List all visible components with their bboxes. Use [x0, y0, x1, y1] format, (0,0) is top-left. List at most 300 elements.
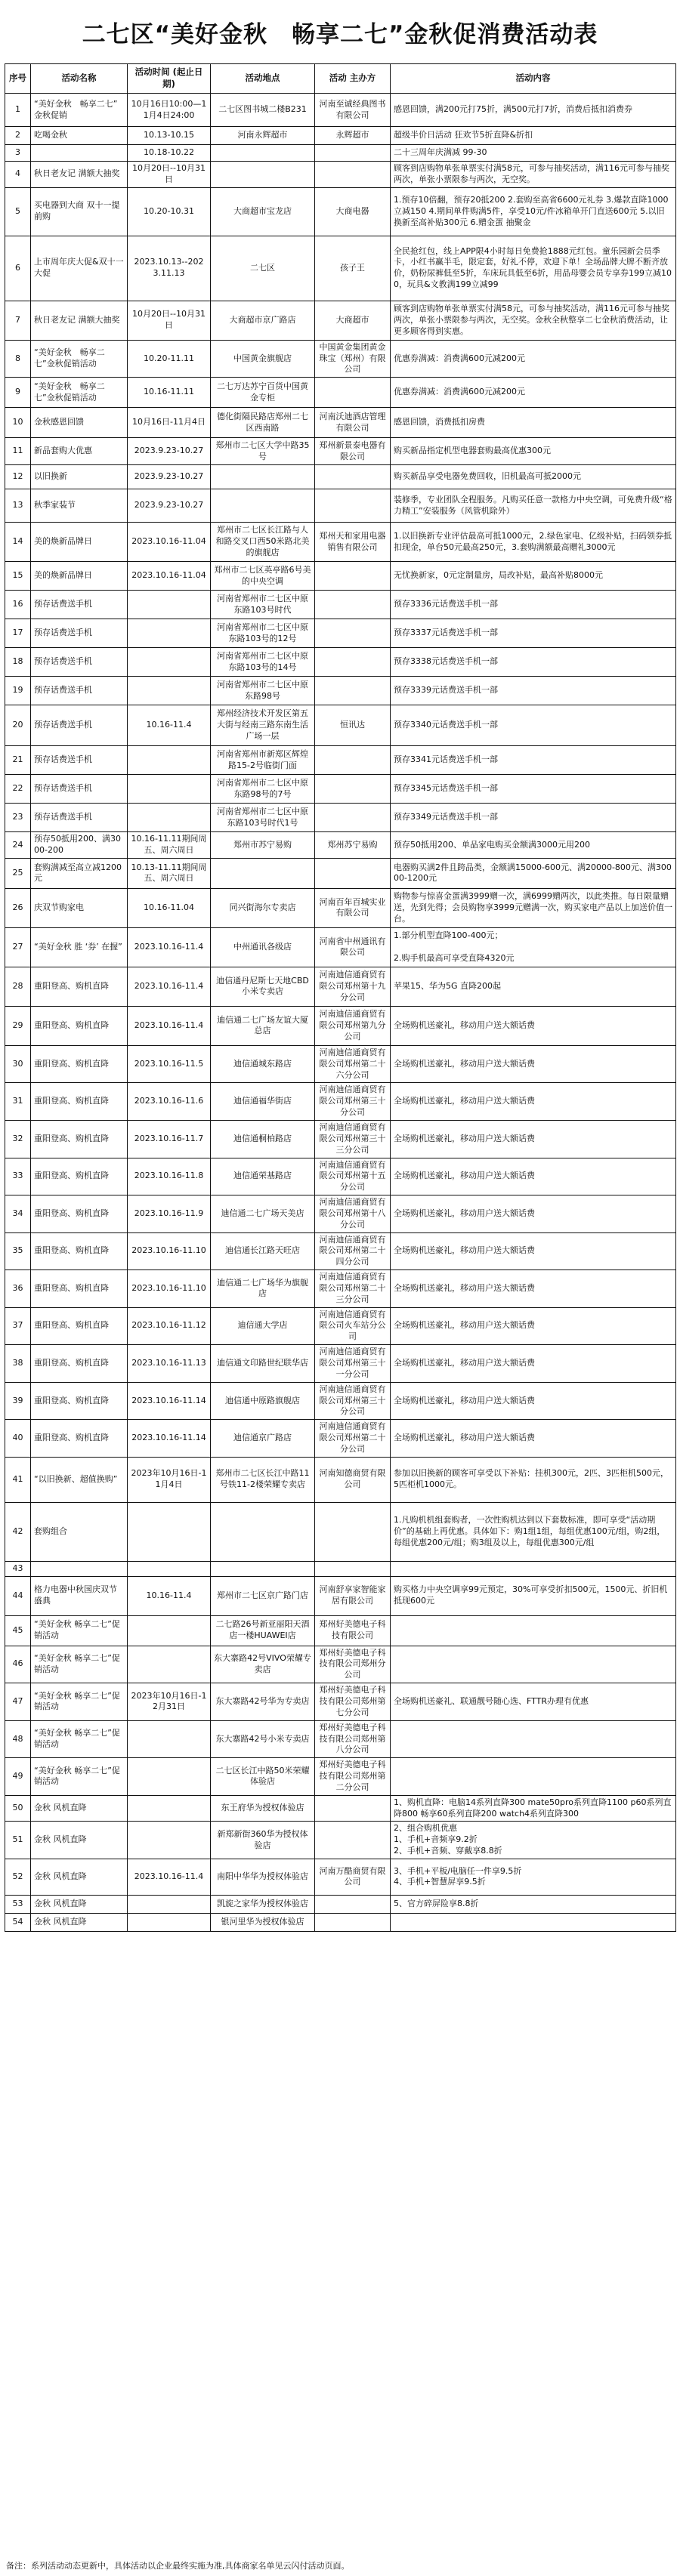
cell-time: 10.13-11.11期间周五、周六周日: [128, 858, 211, 888]
cell-no: 41: [5, 1457, 31, 1502]
cell-org: [315, 1913, 391, 1931]
cell-org: [315, 746, 391, 775]
cell-no: 27: [5, 927, 31, 967]
cell-time: [128, 1561, 211, 1576]
cell-content: 装修季，专业团队全程服务。凡购买任意一款格力中央空调，可免费升级“格力精工”安装服务（风管机除外）: [391, 489, 676, 523]
cell-no: 52: [5, 1859, 31, 1895]
cell-time: [128, 648, 211, 677]
cell-no: 12: [5, 465, 31, 489]
cell-org: 河南迪信通商贸有限公司郑州第三十一分公司: [315, 1345, 391, 1383]
cell-content: 1.部分机型直降100-400元； 2.购手机最高可享受直降4320元: [391, 927, 676, 967]
cell-name: 预存话费送手机: [31, 648, 128, 677]
cell-time: [128, 804, 211, 832]
cell-name: 重阳登高、购机直降: [31, 1382, 128, 1420]
cell-time: 2023.10.16-11.4: [128, 927, 211, 967]
cell-time: 2023.10.16-11.14: [128, 1420, 211, 1458]
cell-content: 顾客到店购物单张单票实付满58元，可参与抽奖活动，满116元可参与抽奖两次，单张小票限参与两次，无空奖。金秋全秋整享二七金秋消费活动，让更多顾客得到实惠。: [391, 301, 676, 340]
cell-content: 1.预存10倍翻，预存20抵200 2.套购至高省6600元礼券 3.爆款直降1000立减150 4.期间单件购满5件，享受10元/件冰箱单开门直送600元 5.以旧换新至高补贴300元 6.赠金蛋 抽聚金: [391, 187, 676, 236]
cell-name: 上市周年庆大促&双十一大促: [31, 236, 128, 301]
cell-time: [128, 1646, 211, 1683]
cell-no: 50: [5, 1795, 31, 1822]
table-header-row: [5, 64, 676, 94]
cell-time: 2023.10.16-11.4: [128, 967, 211, 1006]
cell-time: 2023年10月16日-12月31日: [128, 1683, 211, 1721]
cell-place: 德化街隔民路店郑州二七区西南路: [211, 408, 315, 438]
cell-place: 迪信通长江路天旺店: [211, 1232, 315, 1270]
cell-no: 48: [5, 1720, 31, 1758]
cell-name: 秋日老友记 满额大抽奖: [31, 301, 128, 340]
cell-time: 2023.9.23-10.27: [128, 438, 211, 465]
cell-name: 重阳登高、购机直降: [31, 1232, 128, 1270]
cell-org: [315, 677, 391, 705]
cell-time: [128, 1502, 211, 1561]
cell-time: [128, 1615, 211, 1646]
table-row: [5, 832, 676, 859]
cell-place: 新郑新街360华为授权体验店: [211, 1822, 315, 1859]
cell-no: 14: [5, 523, 31, 562]
cell-content: 5、官方碎屏险享8.8折: [391, 1895, 676, 1913]
cell-place: 迪信通福华街店: [211, 1083, 315, 1121]
cell-name: 金秋 风机直降: [31, 1895, 128, 1913]
cell-content: 购物参与惊喜金蛋满3999赠一次，满6999赠两次，以此类推。每日限量赠送，先到先得；会员购物享3999元赠满一次，购买家电产品以上加送价值一台。: [391, 888, 676, 927]
table-row: [5, 1646, 676, 1683]
cell-place: 南阳中华华为授权体验店: [211, 1859, 315, 1895]
cell-content: [391, 1615, 676, 1646]
cell-place: 河南省郑州市二七区中原东路103号时代1号: [211, 804, 315, 832]
cell-time: 2023.10.16-11.13: [128, 1345, 211, 1383]
cell-place: [211, 465, 315, 489]
activity-table: [5, 63, 676, 1932]
cell-time: 2023.10.16-11.8: [128, 1158, 211, 1195]
cell-org: 河南迪信通商贸有限公司郑州第十九分公司: [315, 967, 391, 1006]
cell-place: 郑州经济技术开发区第五大街与经南三路东南生活广场一层: [211, 705, 315, 746]
cell-no: 28: [5, 967, 31, 1006]
table-row: [5, 619, 676, 648]
cell-name: “美好金秋 畅享二七”促销活动: [31, 1683, 128, 1721]
cell-name: “美好金秋 畅享二七”促销活动: [31, 1646, 128, 1683]
header-place: 活动地点: [211, 64, 315, 94]
cell-org: [315, 562, 391, 591]
cell-name: 重阳登高、购机直降: [31, 1083, 128, 1121]
cell-no: 6: [5, 236, 31, 301]
cell-time: 10.16-11.04: [128, 888, 211, 927]
cell-place: 东大寨路42号VIVO荣耀专卖店: [211, 1646, 315, 1683]
page-title: 二七区“美好金秋 畅享二七”金秋促消费活动表: [82, 20, 598, 48]
cell-time: 2023.10.16-11.10: [128, 1270, 211, 1308]
cell-name: 预存话费送手机: [31, 619, 128, 648]
table-row: [5, 1795, 676, 1822]
cell-no: 40: [5, 1420, 31, 1458]
cell-name: 重阳登高、购机直降: [31, 1195, 128, 1233]
cell-time: 10月20日--10月31日: [128, 162, 211, 188]
table-row: [5, 1270, 676, 1308]
cell-org: 河南万酷商贸有限公司: [315, 1859, 391, 1895]
cell-time: 10.20-10.31: [128, 187, 211, 236]
cell-content: 全场购机送豪礼，移动用户送大额话费: [391, 1270, 676, 1308]
cell-time: 10.13-10.15: [128, 127, 211, 145]
cell-time: 2023.10.16-11.04: [128, 562, 211, 591]
cell-content: 预存3338元话费送手机一部: [391, 648, 676, 677]
cell-time: 2023.10.16-11.14: [128, 1382, 211, 1420]
table-row: [5, 967, 676, 1006]
table-row: [5, 775, 676, 804]
cell-org: 河南沃迪酒店管理有限公司: [315, 408, 391, 438]
cell-time: 2023.10.16-11.6: [128, 1083, 211, 1121]
cell-content: 参加以旧换新的顾客可享受以下补贴：挂机300元，2匹、3匹柜机500元，5匹柜机1000元。: [391, 1457, 676, 1502]
cell-no: 46: [5, 1646, 31, 1683]
cell-org: 大商超市: [315, 301, 391, 340]
cell-content: 无忧换新家，0元定制量房，局改补贴，最高补贴8000元: [391, 562, 676, 591]
cell-org: [315, 775, 391, 804]
cell-org: 河南百年百城实业有限公司: [315, 888, 391, 927]
table-row: [5, 523, 676, 562]
cell-content: 二十三周年庆满减 99-30: [391, 145, 676, 162]
cell-content: [391, 1913, 676, 1931]
cell-place: 东大寨路42号小米专卖店: [211, 1720, 315, 1758]
table-row: [5, 1120, 676, 1158]
cell-no: 24: [5, 832, 31, 859]
table-row: [5, 1420, 676, 1458]
cell-place: 同兴街海尔专卖店: [211, 888, 315, 927]
cell-name: “美好金秋 畅享二七”金秋促销活动: [31, 378, 128, 408]
table-row: [5, 408, 676, 438]
cell-place: [211, 1561, 315, 1576]
table-row: [5, 1859, 676, 1895]
cell-content: 电器购买满2件且跨品类，金额满15000-600元、满20000-800元、满30000-1200元: [391, 858, 676, 888]
cell-org: 郑州苏宁易购: [315, 832, 391, 859]
cell-no: 1: [5, 94, 31, 127]
cell-no: 32: [5, 1120, 31, 1158]
cell-org: [315, 489, 391, 523]
cell-no: 30: [5, 1045, 31, 1083]
table-row: [5, 145, 676, 162]
cell-place: 二七区长江中路50米荣耀体验店: [211, 1758, 315, 1796]
cell-place: 郑州市二七区大学中路35号: [211, 438, 315, 465]
cell-name: “美好金秋 胜 ‘券’ 在握”: [31, 927, 128, 967]
table-row: [5, 1006, 676, 1045]
cell-time: [128, 746, 211, 775]
cell-no: 11: [5, 438, 31, 465]
cell-place: 迪信通文印路世纪联华店: [211, 1345, 315, 1383]
cell-content: 预存3349元话费送手机一部: [391, 804, 676, 832]
cell-name: 吃喝金秋: [31, 127, 128, 145]
cell-name: “以旧换新、超值换购”: [31, 1457, 128, 1502]
cell-time: 2023.10.16-11.9: [128, 1195, 211, 1233]
cell-time: [128, 1822, 211, 1859]
cell-content: 苹果15、华为5G 直降200起: [391, 967, 676, 1006]
cell-no: 16: [5, 591, 31, 619]
cell-time: [128, 619, 211, 648]
cell-org: [315, 162, 391, 188]
header-name: 活动名称: [31, 64, 128, 94]
cell-name: 买电器到大商 双十一提前购: [31, 187, 128, 236]
cell-org: [315, 804, 391, 832]
cell-content: [391, 1758, 676, 1796]
cell-name: 重阳登高、购机直降: [31, 967, 128, 1006]
cell-no: 26: [5, 888, 31, 927]
cell-name: 重阳登高、购机直降: [31, 1120, 128, 1158]
table-row: [5, 888, 676, 927]
cell-no: 25: [5, 858, 31, 888]
cell-no: 10: [5, 408, 31, 438]
table-row: [5, 1345, 676, 1383]
table-row: [5, 438, 676, 465]
table-row: [5, 1683, 676, 1721]
cell-time: 10.16-11.11: [128, 378, 211, 408]
cell-content: 预存50抵用200、单品家电购买金额满3000元用200: [391, 832, 676, 859]
cell-place: 中州通讯各级店: [211, 927, 315, 967]
cell-no: 19: [5, 677, 31, 705]
cell-name: 金秋 风机直降: [31, 1822, 128, 1859]
cell-org: [315, 619, 391, 648]
cell-org: 河南迪信通商贸有限公司郑州第三十分公司: [315, 1382, 391, 1420]
cell-org: 河南迪信通商贸有限公司郑州第二十六分公司: [315, 1045, 391, 1083]
cell-content: 全场购机送豪礼，移动用户送大额话费: [391, 1120, 676, 1158]
table-row: [5, 1615, 676, 1646]
cell-time: [128, 1913, 211, 1931]
cell-org: [315, 591, 391, 619]
cell-place: 河南省郑州市二七区中原东路103号的12号: [211, 619, 315, 648]
cell-content: 感恩回馈，消费抵扣房费: [391, 408, 676, 438]
cell-place: 迪信通二七广场天美店: [211, 1195, 315, 1233]
cell-no: 42: [5, 1502, 31, 1561]
cell-place: 二七万达苏宁百货中国黄金专柜: [211, 378, 315, 408]
cell-name: 预存话费送手机: [31, 804, 128, 832]
cell-name: 重阳登高、购机直降: [31, 1270, 128, 1308]
cell-place: 郑州市二七区英亭路6号美的中央空调: [211, 562, 315, 591]
cell-content: 预存3345元话费送手机一部: [391, 775, 676, 804]
cell-no: 53: [5, 1895, 31, 1913]
cell-place: [211, 1502, 315, 1561]
cell-name: 格力电器中秋国庆双节盛典: [31, 1576, 128, 1615]
cell-no: 3: [5, 145, 31, 162]
cell-content: 预存3337元话费送手机一部: [391, 619, 676, 648]
cell-no: 21: [5, 746, 31, 775]
cell-time: 2023.10.13--2023.11.13: [128, 236, 211, 301]
table-row: [5, 1457, 676, 1502]
cell-name: 金秋感恩回馈: [31, 408, 128, 438]
cell-org: 河南迪信通商贸有限公司郑州第十八分公司: [315, 1195, 391, 1233]
cell-no: 2: [5, 127, 31, 145]
cell-time: 2023年10月16日-11月4日: [128, 1457, 211, 1502]
cell-org: 郑州新景泰电器有限公司: [315, 438, 391, 465]
cell-org: 郑州好美德电子科技有限公司郑州第七分公司: [315, 1683, 391, 1721]
cell-name: “美好金秋 畅享二七”促销活动: [31, 1758, 128, 1796]
cell-no: 9: [5, 378, 31, 408]
cell-place: [211, 145, 315, 162]
cell-time: 10.16-11.4: [128, 705, 211, 746]
table-row: [5, 1502, 676, 1561]
cell-place: 迪信通二七广场华为旗舰店: [211, 1270, 315, 1308]
cell-no: 33: [5, 1158, 31, 1195]
cell-no: 34: [5, 1195, 31, 1233]
cell-org: 恒讯达: [315, 705, 391, 746]
cell-name: “美好金秋 畅享二七” 金秋促销: [31, 94, 128, 127]
cell-org: [315, 648, 391, 677]
table-row: [5, 1045, 676, 1083]
header-time: 活动时间 (起止日期): [128, 64, 211, 94]
cell-name: 美的焕新品牌日: [31, 562, 128, 591]
cell-content: 1、购机直降：电脑14系列直降300 mate50pro系列直降1100 p60系列直降800 畅享60系列直降200 watch4系列直降300: [391, 1795, 676, 1822]
cell-content: [391, 1561, 676, 1576]
cell-no: 51: [5, 1822, 31, 1859]
header-content: 活动内容: [391, 64, 676, 94]
cell-content: 全场购机送豪礼，移动用户送大额话费: [391, 1158, 676, 1195]
cell-content: 顾客到店购物单张单票实付满58元，可参与抽奖活动，满116元可参与抽奖两次，单张小票限参与两次，无空奖。: [391, 162, 676, 188]
cell-content: 全场购机送豪礼、联通靓号随心选、FTTR办理有优惠: [391, 1683, 676, 1721]
cell-content: 2、组合购机优惠 1、手机+音频享9.2折 2、手机+音频、穿戴享8.8折: [391, 1822, 676, 1859]
cell-org: 河南迪信通商贸有限公司郑州第三十分公司: [315, 1083, 391, 1121]
cell-no: 29: [5, 1006, 31, 1045]
cell-name: 重阳登高、购机直降: [31, 1345, 128, 1383]
cell-no: 8: [5, 340, 31, 378]
cell-place: 迪信通城东路店: [211, 1045, 315, 1083]
cell-no: 20: [5, 705, 31, 746]
cell-time: 2023.9.23-10.27: [128, 465, 211, 489]
cell-content: 全场购机送豪礼，移动用户送大额话费: [391, 1232, 676, 1270]
cell-org: 河南迪信通商贸有限公司郑州第十五分公司: [315, 1158, 391, 1195]
cell-content: [391, 1720, 676, 1758]
table-row: [5, 187, 676, 236]
cell-place: [211, 162, 315, 188]
cell-time: 2023.10.16-11.5: [128, 1045, 211, 1083]
cell-content: 全场购机送豪礼，移动用户送大额话费: [391, 1006, 676, 1045]
cell-no: 23: [5, 804, 31, 832]
table-row: [5, 1895, 676, 1913]
cell-content: 全场购机送豪礼，移动用户送大额话费: [391, 1195, 676, 1233]
cell-place: 河南省郑州市二七区中原东路103号时代: [211, 591, 315, 619]
cell-org: [315, 465, 391, 489]
cell-org: [315, 1795, 391, 1822]
cell-org: 大商电器: [315, 187, 391, 236]
cell-time: 2023.10.16-11.4: [128, 1006, 211, 1045]
cell-content: 超级半价日活动 狂欢节5折直降&折扣: [391, 127, 676, 145]
cell-no: 43: [5, 1561, 31, 1576]
cell-name: 重阳登高、购机直降: [31, 1420, 128, 1458]
cell-content: 3、手机+平板/电脑任一件享9.5折 4、手机+智慧屏享9.5折: [391, 1859, 676, 1895]
table-body: [5, 94, 676, 1932]
cell-name: 重阳登高、购机直降: [31, 1045, 128, 1083]
cell-no: 15: [5, 562, 31, 591]
cell-org: [315, 378, 391, 408]
cell-name: 金秋 风机直降: [31, 1859, 128, 1895]
cell-name: 新品套购大优惠: [31, 438, 128, 465]
table-row: [5, 1758, 676, 1796]
cell-place: 东大寨路42号华为专卖店: [211, 1683, 315, 1721]
cell-org: 郑州好美德电子科技有限公司郑州第八分公司: [315, 1720, 391, 1758]
cell-content: 全场购机送豪礼，移动用户送大额话费: [391, 1045, 676, 1083]
cell-org: [315, 1561, 391, 1576]
cell-content: 全场购机送豪礼，移动用户送大额话费: [391, 1420, 676, 1458]
table-row: [5, 1382, 676, 1420]
cell-content: 全场购机送豪礼，移动用户送大额话费: [391, 1345, 676, 1383]
cell-no: 18: [5, 648, 31, 677]
cell-time: 2023.9.23-10.27: [128, 489, 211, 523]
cell-name: 预存50抵用200、满3000-200: [31, 832, 128, 859]
cell-place: 河南省郑州市二七区中原东路98号的7号: [211, 775, 315, 804]
table-row: [5, 340, 676, 378]
cell-org: 永辉超市: [315, 127, 391, 145]
cell-org: 河南至诚经典图书有限公司: [315, 94, 391, 127]
cell-content: 购买新品指定机型电器套购最高优惠300元: [391, 438, 676, 465]
cell-time: 10月16日-11月4日: [128, 408, 211, 438]
cell-place: 东王府华为授权体验店: [211, 1795, 315, 1822]
cell-place: 凯旋之家华为授权体验店: [211, 1895, 315, 1913]
cell-place: 二七路26号新亚丽阳天酒店一楼HUAWEI店: [211, 1615, 315, 1646]
cell-name: 金秋 风机直降: [31, 1913, 128, 1931]
cell-org: 郑州好美德电子科技有限公司郑州分公司: [315, 1646, 391, 1683]
cell-org: 河南舒享家智能家居有限公司: [315, 1576, 391, 1615]
table-row: [5, 858, 676, 888]
cell-no: 13: [5, 489, 31, 523]
cell-no: 35: [5, 1232, 31, 1270]
cell-place: 郑州市苏宁易购: [211, 832, 315, 859]
cell-content: 全场购机送豪礼，移动用户送大额话费: [391, 1083, 676, 1121]
cell-org: 河南迪信通商贸有限公司郑州第三十三分公司: [315, 1120, 391, 1158]
cell-org: 河南迪信通商贸有限公司郑州第二十三分公司: [315, 1270, 391, 1308]
table-row: [5, 378, 676, 408]
cell-name: 预存话费送手机: [31, 746, 128, 775]
cell-no: 22: [5, 775, 31, 804]
cell-no: 44: [5, 1576, 31, 1615]
cell-content: 优惠券满减：消费满600元减200元: [391, 378, 676, 408]
cell-time: 10月16日10:00—11月4日24:00: [128, 94, 211, 127]
cell-name: 重阳登高、购机直降: [31, 1006, 128, 1045]
table-row: [5, 1561, 676, 1576]
cell-place: [211, 489, 315, 523]
cell-time: [128, 1895, 211, 1913]
cell-name: 套购满减至高立减1200元: [31, 858, 128, 888]
cell-place: 中国黄金旗舰店: [211, 340, 315, 378]
cell-org: 河南知德商贸有限公司: [315, 1457, 391, 1502]
table-row: [5, 1158, 676, 1195]
table-row: [5, 927, 676, 967]
cell-place: 河南省郑州市二七区中原东路98号: [211, 677, 315, 705]
table-row: [5, 804, 676, 832]
cell-no: 31: [5, 1083, 31, 1121]
cell-place: 银河里华为授权体验店: [211, 1913, 315, 1931]
cell-content: 预存3336元话费送手机一部: [391, 591, 676, 619]
cell-content: 预存3341元话费送手机一部: [391, 746, 676, 775]
table-row: [5, 746, 676, 775]
cell-time: 2023.10.16-11.7: [128, 1120, 211, 1158]
cell-no: 38: [5, 1345, 31, 1383]
cell-place: 二七区: [211, 236, 315, 301]
cell-place: 迪信通中原路旗舰店: [211, 1382, 315, 1420]
cell-org: [315, 1895, 391, 1913]
table-row: [5, 236, 676, 301]
table-row: [5, 1307, 676, 1345]
table-row: [5, 127, 676, 145]
footnote: 备注：系列活动动态更新中，具体活动以企业最终实施为准,具体商家名单见云闪付活动页面。: [6, 2561, 350, 2571]
cell-content: 预存3340元话费送手机一部: [391, 705, 676, 746]
cell-content: 感恩回馈，满200元打75折，满500元打7折，消费后抵扣消费券: [391, 94, 676, 127]
cell-place: 迪信通京广路店: [211, 1420, 315, 1458]
cell-no: 39: [5, 1382, 31, 1420]
table-row: [5, 465, 676, 489]
cell-content: 1.凡购机机组套购者，一次性购机达到以下套数标准，即可享受“活动期价”的基础上再优惠。具体如下：购1组1组，每组优惠100元/组，购2组，每组优惠200元/组；购3组及以上，每组优惠300元/组: [391, 1502, 676, 1561]
cell-name: 重阳登高、购机直降: [31, 1307, 128, 1345]
cell-time: 2023.10.16-11.10: [128, 1232, 211, 1270]
cell-no: 5: [5, 187, 31, 236]
cell-time: [128, 1795, 211, 1822]
cell-no: 45: [5, 1615, 31, 1646]
cell-no: 54: [5, 1913, 31, 1931]
cell-time: [128, 775, 211, 804]
cell-org: 郑州好美德电子科技有限公司: [315, 1615, 391, 1646]
cell-name: 秋季家装节: [31, 489, 128, 523]
cell-content: 购买格力中央空调享99元预定，30%可享受折扣500元，1500元、折旧机抵现600元: [391, 1576, 676, 1615]
